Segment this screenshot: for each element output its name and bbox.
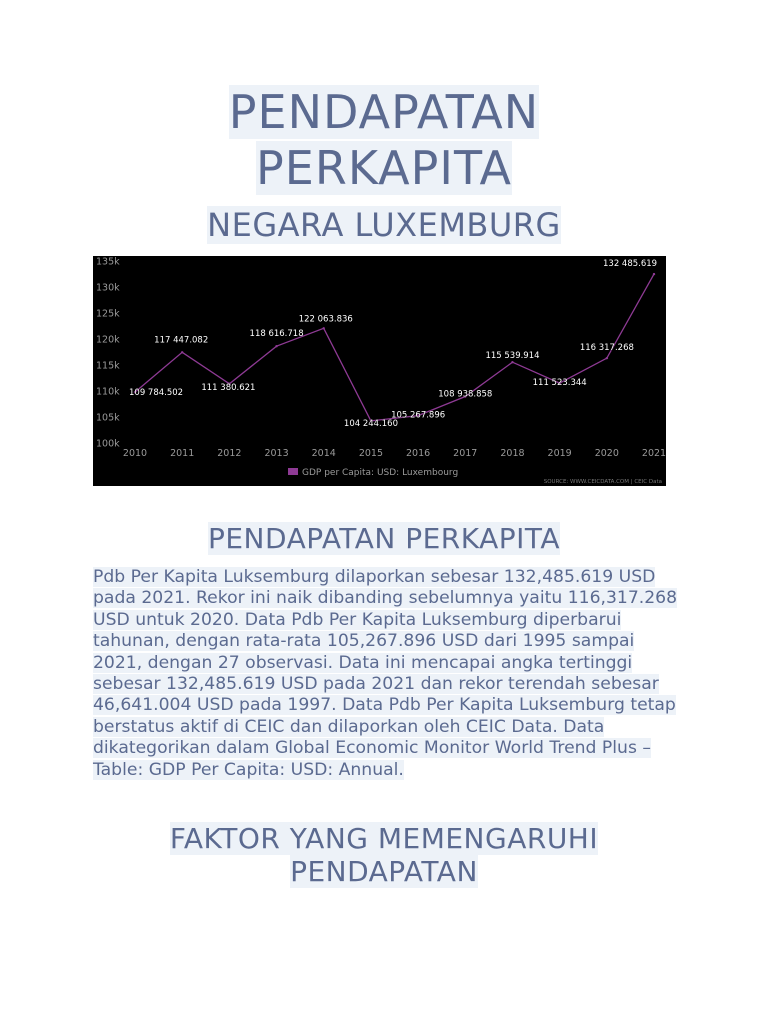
data-label: 109 784.502 <box>129 388 184 399</box>
x-tick-label: 2014 <box>311 448 336 459</box>
data-label: 117 447.082 <box>154 335 209 346</box>
data-point <box>275 345 277 347</box>
y-tick-label: 120k <box>96 334 120 346</box>
gdp-chart-svg <box>93 256 666 486</box>
data-label: 104 244.160 <box>343 418 398 429</box>
page-title-line1: PENDAPATAN <box>228 85 540 139</box>
x-tick-label: 2021 <box>641 448 666 459</box>
subtitle-text: NEGARA LUXEMBURG <box>207 206 561 244</box>
data-point <box>511 361 513 363</box>
body-paragraph <box>93 567 683 781</box>
data-point <box>606 357 608 359</box>
chart-source: SOURCE: WWW.CEICDATA.COM | CEIC Data <box>543 479 662 485</box>
section-heading-pendapatan <box>0 522 768 556</box>
data-label: 111 523.344 <box>532 378 587 389</box>
y-tick-label: 115k <box>96 360 120 372</box>
data-point <box>653 273 655 275</box>
x-tick-label: 2010 <box>122 448 148 459</box>
x-tick-label: 2018 <box>500 448 525 459</box>
y-tick-label: 110k <box>96 386 120 398</box>
y-tick-label: 100k <box>96 438 120 450</box>
y-tick-label: 105k <box>96 412 120 424</box>
page-title-line2: PERKAPITA <box>256 141 512 195</box>
data-label: 108 938.858 <box>438 389 493 400</box>
data-label: 111 380.621 <box>201 382 256 393</box>
x-tick-label: 2013 <box>264 448 289 459</box>
section-heading-faktor <box>0 822 768 888</box>
data-label: 122 063.836 <box>298 314 353 325</box>
x-tick-label: 2017 <box>453 448 478 459</box>
section-heading-faktor-line2: PENDAPATAN <box>290 855 478 888</box>
data-label: 105 267.896 <box>391 410 446 421</box>
y-tick-label: 125k <box>96 308 120 320</box>
data-label: 132 485.619 <box>603 259 658 270</box>
legend-swatch <box>288 468 298 475</box>
body-paragraph-text: Pdb Per Kapita Luksemburg dilaporkan sebesar 132,485.619 USD pada 2021. Rekor ini naik dibanding sebelumnya yaitu 116,317.268 USD untuk 2020. Data Pdb Per Kapita Luksemburg diperbarui tahunan, dengan rata-rata 105,267.896 USD dari 1995 sampai 2021, dengan 27 observasi. Data ini mencapai angka tertinggi sebesar 132,485.619 USD pada 2021 dan rekor terendah sebesar 46,641.004 USD pada 1997. Data Pdb Per Kapita Luksemburg tetap berstatus aktif di CEIC dan dilaporkan oleh CEIC Data. Data dikategorikan dalam Global Economic Monitor World Trend Plus – Table: GDP Per Capita: USD: Annual. <box>93 567 678 780</box>
page-subtitle <box>0 205 768 245</box>
data-point <box>323 327 325 329</box>
gdp-chart <box>93 256 666 486</box>
series-line <box>135 274 654 421</box>
section-heading-pendapatan-text: PENDAPATAN PERKAPITA <box>207 522 561 555</box>
y-tick-label: 135k <box>96 256 120 268</box>
data-label: 116 317.268 <box>579 343 634 354</box>
x-tick-label: 2019 <box>547 448 572 459</box>
data-label: 118 616.718 <box>249 329 304 340</box>
page-title <box>0 84 768 196</box>
x-tick-label: 2011 <box>170 448 195 459</box>
section-heading-faktor-line1: FAKTOR YANG MEMENGARUHI <box>169 822 599 855</box>
x-tick-label: 2016 <box>405 448 431 459</box>
x-tick-label: 2012 <box>217 448 242 459</box>
y-tick-label: 130k <box>96 282 120 294</box>
legend-label: GDP per Capita: USD: Luxembourg <box>302 468 459 478</box>
x-tick-label: 2015 <box>358 448 384 459</box>
x-tick-label: 2020 <box>594 448 619 459</box>
data-point <box>181 351 183 353</box>
data-label: 115 539.914 <box>485 351 540 362</box>
